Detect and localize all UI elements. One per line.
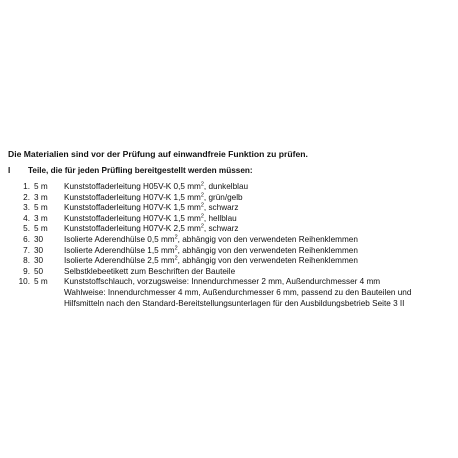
item-quantity: 5 m xyxy=(34,277,48,287)
item-continuation-line: Wahlweise: Innendurchmesser 4 mm, Außendurchmesser 6 mm, passend zu den Bauteilen und xyxy=(64,287,412,297)
list-item xyxy=(0,193,458,204)
item-number: 3. xyxy=(23,203,30,213)
list-item xyxy=(0,224,458,235)
item-number: 6. xyxy=(23,234,30,244)
item-number: 10. xyxy=(18,277,30,287)
item-number: 7. xyxy=(23,245,30,255)
item-number: 8. xyxy=(23,256,30,266)
item-description: Kunststoffschlauch, vorzugsweise: Innendurchmesser 2 mm, Außendurchmesser 4 mm xyxy=(64,277,381,287)
item-description: Isolierte Aderendhülse 0,5 $mm^2$, abhängig von den verwendeten Reihenklemmen xyxy=(64,234,358,244)
item-number: 2. xyxy=(23,192,30,202)
item-quantity: 3 m xyxy=(34,213,48,223)
item-quantity: 5 m xyxy=(34,182,48,191)
item-description: Kunststoffaderleitung H07V-K 1,5 $mm^2$, hellblau xyxy=(64,213,237,223)
item-quantity: 5 m xyxy=(34,203,48,213)
item-number: 1. xyxy=(23,182,30,191)
item-number: 5. xyxy=(23,224,30,234)
list-item xyxy=(0,203,458,214)
list-item xyxy=(0,182,458,193)
item-description: Kunststoffaderleitung H05V-K 0,5 $mm^2$, dunkelblau xyxy=(64,181,249,191)
list-item xyxy=(0,267,458,278)
list-item xyxy=(0,277,458,288)
item-quantity: 5 m xyxy=(34,224,48,234)
list-item xyxy=(0,214,458,225)
section-title: Teile, die für jeden Prüfling bereitgestellt werden müssen: xyxy=(28,166,253,175)
list-item xyxy=(0,235,458,246)
item-description: Isolierte Aderendhülse 1,5 $mm^2$, abhängig von den verwendeten Reihenklemmen xyxy=(64,244,358,255)
item-quantity: 30 xyxy=(34,256,44,266)
item-description: Selbstklebeetikett zum Beschriften der Bauteile xyxy=(64,266,236,276)
section-heading xyxy=(8,166,253,175)
item-number: 9. xyxy=(23,266,30,276)
item-quantity: 3 m xyxy=(34,192,48,202)
item-quantity: 50 xyxy=(34,266,44,276)
item-description: Kunststoffaderleitung H07V-K 1,5 $mm^2$, grün/gelb xyxy=(64,191,243,202)
item-description: Isolierte Aderendhülse 2,5 $mm^2$, abhängig von den verwendeten Reihenklemmen xyxy=(64,255,358,266)
list-item xyxy=(0,256,458,267)
item-description: Kunststoffaderleitung H07V-K 1,5 $mm^2$, schwarz xyxy=(64,202,239,213)
intro-text: Die Materialien sind vor der Prüfung auf einwandfreie Funktion zu prüfen. xyxy=(8,149,308,159)
materials-list xyxy=(0,182,458,313)
cropped-next-line xyxy=(0,309,458,313)
list-item xyxy=(0,246,458,257)
section-numeral: I xyxy=(8,166,11,175)
item-number: 4. xyxy=(23,213,30,223)
item-description: Kunststoffaderleitung H07V-K 2,5 $mm^2$, schwarz xyxy=(64,223,239,234)
item-quantity: 30 xyxy=(34,245,44,255)
item-quantity: 30 xyxy=(34,234,44,244)
item-continuation-line: Hilfsmitteln nach den Standard-Bereitstellungsunterlagen für den Ausbildungsbetrieb Seite 3 II xyxy=(64,298,405,308)
